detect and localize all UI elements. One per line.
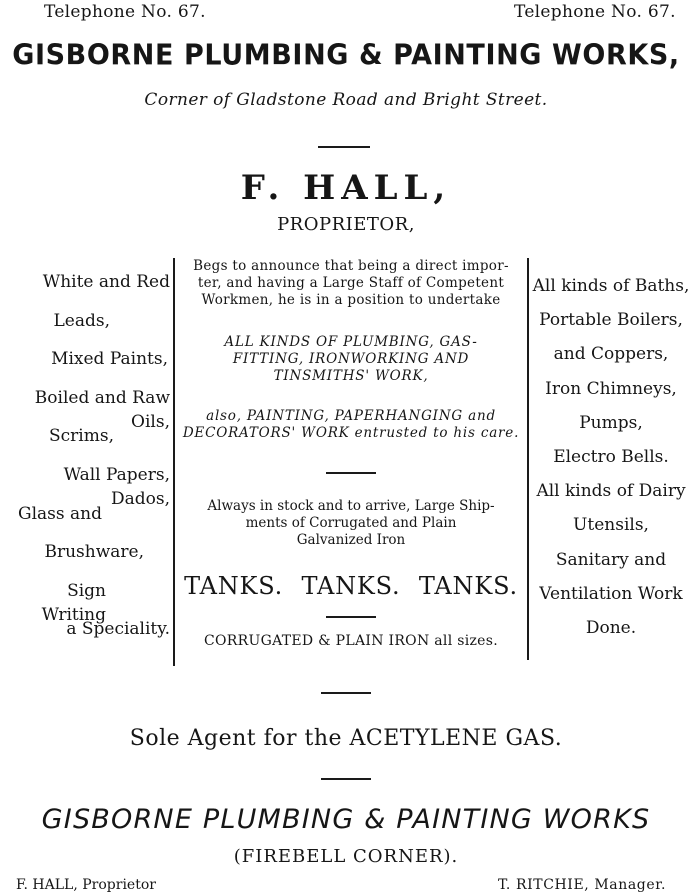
right-item: Electro Bells.: [553, 446, 669, 467]
left-item: Brushware,: [44, 542, 144, 563]
left-item: Leads,: [53, 310, 110, 331]
services-line: FITTING, IRONWORKING AND: [232, 351, 470, 367]
right-item: Pumps,: [579, 412, 643, 433]
services-line: ALL KINDS OF PLUMBING, GAS-: [224, 334, 478, 350]
left-item: Scrims,: [49, 426, 114, 447]
headline: GISBORNE PLUMBING & PAINTING WORKS,: [12, 39, 680, 72]
footer-title: GISBORNE PLUMBING & PAINTING WORKS: [41, 804, 651, 835]
proprietor-label: PROPRIETOR,: [277, 214, 415, 235]
right-item: All kinds of Baths,: [532, 276, 690, 296]
divider-mid-1: [326, 472, 376, 474]
right-item: All kinds of Dairy: [536, 481, 686, 502]
corrugated-line: CORRUGATED & PLAIN IRON all sizes.: [204, 633, 498, 649]
right-item: Ventilation Work: [539, 583, 683, 604]
divider-lower: [321, 692, 371, 694]
services: [176, 334, 526, 385]
right-item: Portable Boilers,: [539, 310, 683, 331]
left-item: a Speciality.: [66, 619, 170, 640]
announcement-line: ter, and having a Large Staff of Competent: [197, 275, 505, 291]
left-column: [0, 270, 170, 656]
also-line: also, PAINTING, PAPERHANGING and: [206, 408, 496, 424]
agent-notice: Sole Agent for the ACETYLENE GAS.: [129, 726, 563, 751]
left-item: Sign Writing: [41, 580, 106, 625]
proprietor-name: F. HALL,: [240, 168, 452, 208]
divider-top: [318, 146, 370, 148]
footer-location: (FIREBELL CORNER).: [233, 846, 459, 867]
also-services: [176, 408, 526, 442]
right-item: Done.: [585, 617, 637, 638]
right-item: and Coppers,: [553, 344, 669, 365]
tanks-line: TANKS. TANKS. TANKS.: [184, 572, 518, 600]
announcement-line: Workmen, he is in a position to undertake: [201, 292, 501, 308]
left-item: White and Red: [42, 272, 170, 292]
column-rule-left: [173, 258, 175, 666]
column-rule-right: [527, 258, 529, 660]
stock-line: Always in stock and to arrive, Large Ship-: [207, 498, 495, 514]
right-item: Iron Chimneys,: [545, 378, 677, 399]
left-item: Glass and: [18, 503, 102, 524]
stock-line: Galvanized Iron: [296, 532, 406, 548]
also-line: DECORATORS' WORK entrusted to his care.: [182, 425, 520, 441]
footer-proprietor: F. HALL, Proprietor: [16, 877, 156, 893]
divider-footer: [321, 778, 371, 780]
stock-line: ments of Corrugated and Plain: [245, 515, 457, 531]
right-item: Utensils,: [573, 515, 649, 536]
announcement: [176, 258, 526, 309]
address: Corner of Gladstone Road and Bright Street.: [144, 90, 548, 110]
right-column: [530, 274, 692, 650]
telephone-right: Telephone No. 67.: [514, 2, 676, 22]
left-item: Wall Papers, Dados,: [63, 464, 170, 509]
announcement-line: Begs to announce that being a direct impor-: [193, 258, 509, 274]
stock-notice: [176, 498, 526, 549]
footer-manager: T. RITCHIE, Manager.: [498, 877, 667, 893]
divider-mid-2: [326, 616, 376, 618]
telephone-left: Telephone No. 67.: [44, 2, 206, 22]
right-item: Sanitary and: [555, 549, 667, 570]
services-line: TINSMITHS' WORK,: [273, 368, 429, 384]
left-item: Mixed Paints,: [51, 349, 168, 370]
left-item: Boiled and Raw Oils,: [34, 387, 170, 432]
